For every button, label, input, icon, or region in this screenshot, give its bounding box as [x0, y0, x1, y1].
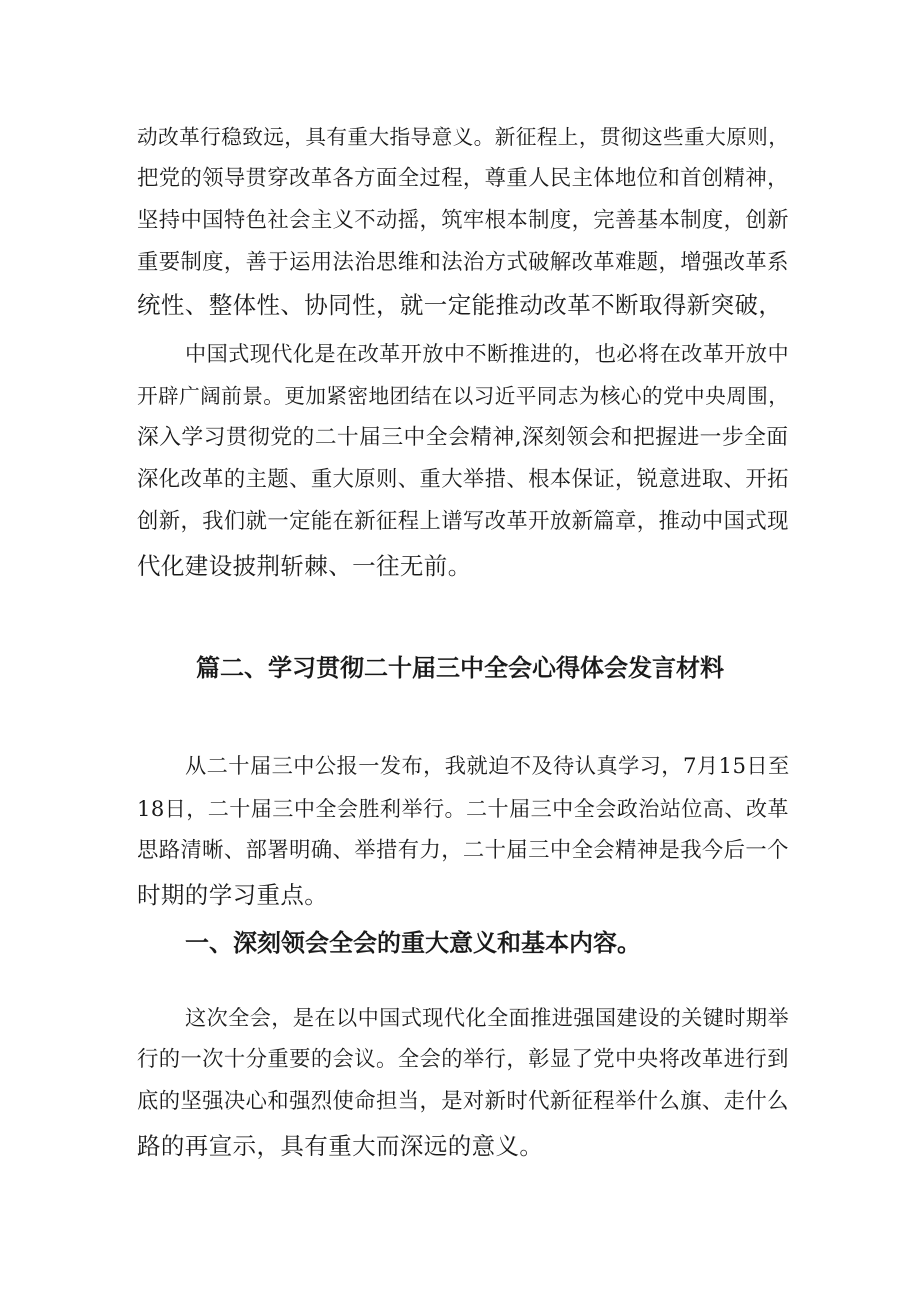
paragraph-4-line-4: 路的再宣示，具有重大而深远的意义。 [137, 1132, 544, 1160]
paragraph-4-line-2: 行的一次十分重要的会议。全会的举行，彰显了党中央将改革进行到 [137, 1047, 789, 1072]
paragraph-4-line-1: 这次全会，是在以中国式现代化全面推进强国建设的关键时期举 [185, 1005, 790, 1030]
paragraph-1-line-5: 统性、整体性、协同性，就一定能推动改革不断取得新突破， [137, 291, 783, 319]
paragraph-1-line-2: 把党的领导贯穿改革各方面全过程，尊重人民主体地位和首创精神， [137, 166, 789, 191]
paragraph-2-line-2: 开辟广阔前景。更加紧密地团结在以习近平同志为核心的党中央周围， [137, 384, 790, 408]
paragraph-2-line-1: 中国式现代化是在改革开放中不断推进的，也必将在改革开放中 [185, 341, 790, 366]
paragraph-3-line-2: 18日，二十届三中全会胜利举行。二十届三中全会政治站位高、改革 [137, 796, 789, 821]
paragraph-1-line-4: 重要制度，善于运用法治思维和法治方式破解改革难题，增强改革系 [137, 250, 789, 275]
paragraph-3-line-4: 时期的学习重点。 [137, 881, 329, 909]
subheading-1: 一、深刻领会全会的重大意义和基本内容。 [185, 929, 641, 957]
paragraph-2-line-6: 代化建设披荆斩棘、一往无前。 [137, 552, 472, 580]
paragraph-2-line-5: 创新，我们就一定能在新征程上谱写改革开放新篇章，推动中国式现 [137, 509, 789, 534]
paragraph-3-line-3: 思路清晰、部署明确、举措有力，二十届三中全会精神是我今后一个 [137, 838, 789, 863]
paragraph-2-line-3: 深入学习贯彻党的二十届三中全会精神,深刻领会和把握进一步全面 [137, 425, 789, 450]
section-title: 篇二、学习贯彻二十届三中全会心得体会发言材料 [196, 654, 724, 682]
paragraph-3-line-1: 从二十届三中公报一发布，我就迫不及待认真学习，7月15日至 [185, 754, 790, 779]
paragraph-4-line-3: 底的坚强决心和强烈使命担当，是对新时代新征程举什么旗、走什么 [137, 1089, 789, 1114]
paragraph-2-line-4: 深化改革的主题、重大原则、重大举措、根本保证，锐意进取、开拓 [137, 467, 789, 492]
paragraph-1-line-3: 坚持中国特色社会主义不动摇，筑牢根本制度，完善基本制度，创新 [137, 208, 789, 233]
paragraph-1-line-1: 动改革行稳致远，具有重大指导意义。新征程上，贯彻这些重大原则， [137, 125, 790, 149]
